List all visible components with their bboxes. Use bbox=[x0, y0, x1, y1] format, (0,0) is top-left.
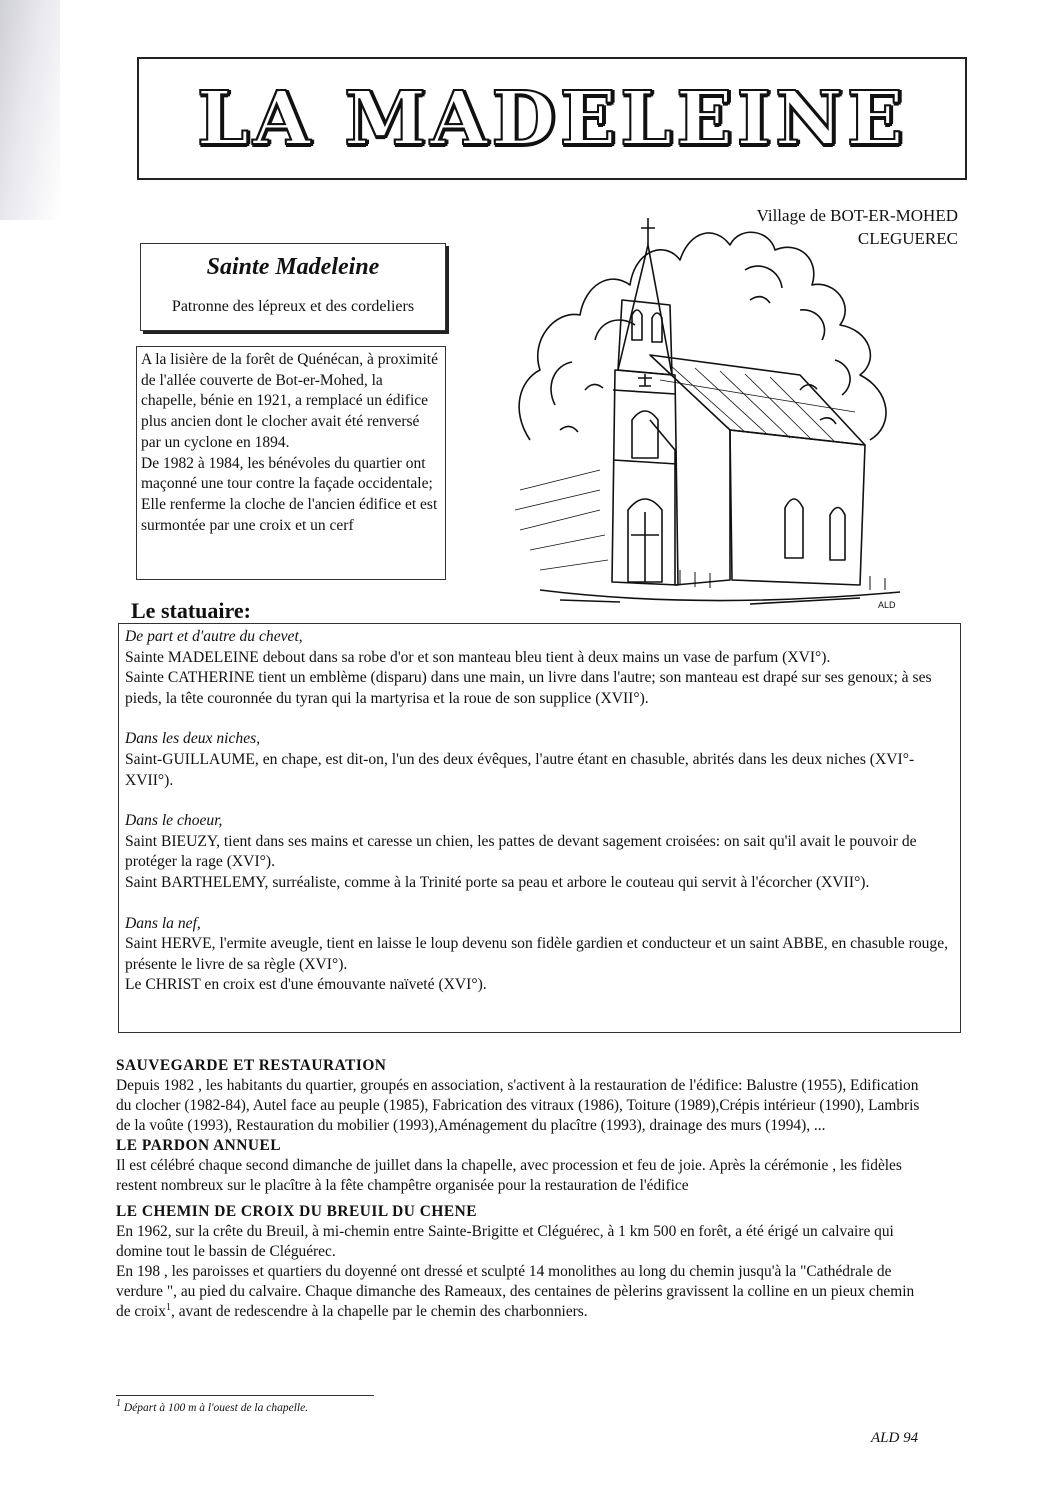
statuaire-box bbox=[118, 623, 961, 1033]
statue-line: Saint HERVE, l'ermite aveugle, tient en laisse le loup devenu son fidèle gardien et conducteur et un saint ABBE, en chasuble rouge, présente le livre de sa règle (XVI°). bbox=[125, 935, 949, 973]
spire bbox=[618, 245, 672, 375]
spire-window bbox=[652, 313, 662, 342]
group-heading: De part et d'autre du chevet, bbox=[125, 628, 303, 645]
section-heading-chemin: LE CHEMIN DE CROIX DU BREUIL DU CHENE bbox=[116, 1203, 477, 1220]
statue-line: Saint BIEUZY, tient dans ses mains et caresse un chien, les pattes de devant sagement croisées: on sait qu'il avait le pouvoir de protéger la rage (XVI°). bbox=[125, 832, 917, 871]
section-text-chemin-2 bbox=[116, 1262, 928, 1322]
scan-shadow bbox=[0, 0, 60, 220]
statue-group bbox=[125, 914, 954, 996]
nave-window bbox=[785, 499, 803, 558]
intro-box bbox=[136, 346, 446, 580]
lower-sections bbox=[116, 1056, 928, 1322]
footnote-number: 1 bbox=[116, 1398, 121, 1410]
saint-box bbox=[140, 243, 446, 331]
section-text-sauvegarde: Depuis 1982 , les habitants du quartier, groupés en association, s'activent à la restauration de l'édifice: Balustre (1955), Edification du clocher (1982-84), Autel face au peuple (1985), Fabrication des vitraux (1986), Toiture (1989),Crépis intérieur (1990), Lambris de la voûte (1993), Restauration du mobilier (1993),Aménagement du placître (1993), drainage des murs (1994), ... bbox=[116, 1077, 920, 1134]
group-heading: Dans la nef, bbox=[125, 914, 201, 932]
nave-roof bbox=[650, 355, 865, 445]
footnote-marker[interactable]: 1 bbox=[166, 1301, 171, 1313]
chemin-text-part: , avant de redescendre à la chapelle par le chemin des charbonniers. bbox=[171, 1303, 588, 1320]
statue-group bbox=[125, 811, 954, 893]
spire-window bbox=[632, 310, 642, 340]
statue-group bbox=[125, 729, 954, 791]
statue-line: Saint BARTHELEMY, surréaliste, comme à la Trinité porte sa peau et arbore le couteau qui servit à l'écorcher (XVII°). bbox=[125, 873, 870, 891]
shading bbox=[515, 470, 608, 570]
illustration-signature: ALD bbox=[878, 600, 896, 610]
intro-paragraph: De 1982 à 1984, les bénévoles du quartier ont maçonné une tour contre la façade occidentale; Elle renferme la cloche de l'ancien édifice et est surmontée par une croix et un cerf bbox=[141, 454, 438, 534]
nave-window bbox=[830, 508, 845, 561]
cross bbox=[641, 218, 655, 245]
title-banner bbox=[137, 57, 967, 180]
statuaire-title: Le statuaire: bbox=[131, 598, 251, 623]
statue-group bbox=[125, 627, 954, 709]
group-heading: Dans les deux niches, bbox=[125, 730, 261, 748]
intro-paragraph: A la lisière de la forêt de Quénécan, à proximité de l'allée couverte de Bot-er-Mohed, la chapelle, bénie en 1921, a remplacé un édifice plus ancien dont le clocher avait été renversé par un cyclone en 1894. bbox=[141, 351, 438, 451]
nave-wall bbox=[730, 430, 865, 585]
author-signature: ALD 94 bbox=[871, 1430, 919, 1446]
section-heading-sauvegarde: SAUVEGARDE ET RESTAURATION bbox=[116, 1057, 387, 1074]
fence-posts bbox=[680, 570, 885, 590]
chemin-text-part: En 198 , les paroisses et quartiers du doyenné ont dressé et sculpté 14 monolithes au long du chemin jusqu'à la "Cathédrale de verdure ", au pied du calvaire. Chaque dimanche des Rameaux, des centaines de pèlerins gravissent la colline en un pieux chemin de croix bbox=[116, 1263, 915, 1320]
statue-line: Saint-GUILLAUME, en chape, est dit-on, l'un des deux évêques, l'autre étant en chasuble, abrités dans les deux niches (XVI°-XVII°). bbox=[125, 750, 915, 789]
door-detail bbox=[631, 512, 659, 582]
saint-subtitle: Patronne des lépreux et des cordeliers bbox=[171, 298, 415, 315]
tree-foliage bbox=[560, 297, 836, 432]
village-name: Village de BOT-ER-MOHED bbox=[756, 206, 958, 225]
commune-name: CLEGUEREC bbox=[857, 229, 958, 248]
footnote bbox=[116, 1398, 309, 1414]
section-heading-pardon: LE PARDON ANNUEL bbox=[116, 1137, 282, 1154]
bell-opening bbox=[632, 411, 658, 458]
statue-line: Sainte CATHERINE tient un emblème (disparu) dans une main, un livre dans l'autre; son manteau est drapé sur ses genoux; à ses pieds, la tête couronnée du tyran qui la martyrisa et la roue de son supplice (XVII°). bbox=[125, 669, 932, 707]
tower-band bbox=[613, 390, 677, 464]
tower-emblem bbox=[638, 374, 652, 386]
section-text-chemin-1: En 1962, sur la crête du Breuil, à mi-chemin entre Sainte-Brigitte et Cléguérec, à 1 km 500 en forêt, a été érigé un calvaire qui domine tout le bassin de Cléguérec. bbox=[116, 1223, 894, 1260]
statue-line: Sainte MADELEINE debout dans sa robe d'or et son manteau bleu tient à deux mains un vase de parfum (XVI°). bbox=[125, 648, 831, 666]
footnote-text: Départ à 100 m à l'ouest de la chapelle. bbox=[123, 1402, 309, 1414]
ground bbox=[540, 590, 900, 604]
section-text-pardon: Il est célébré chaque second dimanche de juillet dans la chapelle, avec procession et feu de joie. Après la cérémonie , les fidèles restent nombreux sur le placître à la fête champêtre organisée pour la restauration de l'édifice bbox=[116, 1157, 902, 1194]
chapel-illustration bbox=[500, 190, 920, 615]
group-heading: Dans le choeur, bbox=[125, 812, 223, 830]
statue-line: Le CHRIST en croix est d'une émouvante naïveté (XVI°). bbox=[125, 976, 487, 994]
saint-name: Sainte Madeleine bbox=[206, 254, 380, 280]
page-title: LA MADELEINE bbox=[196, 75, 908, 162]
footnote-rule bbox=[116, 1395, 374, 1396]
